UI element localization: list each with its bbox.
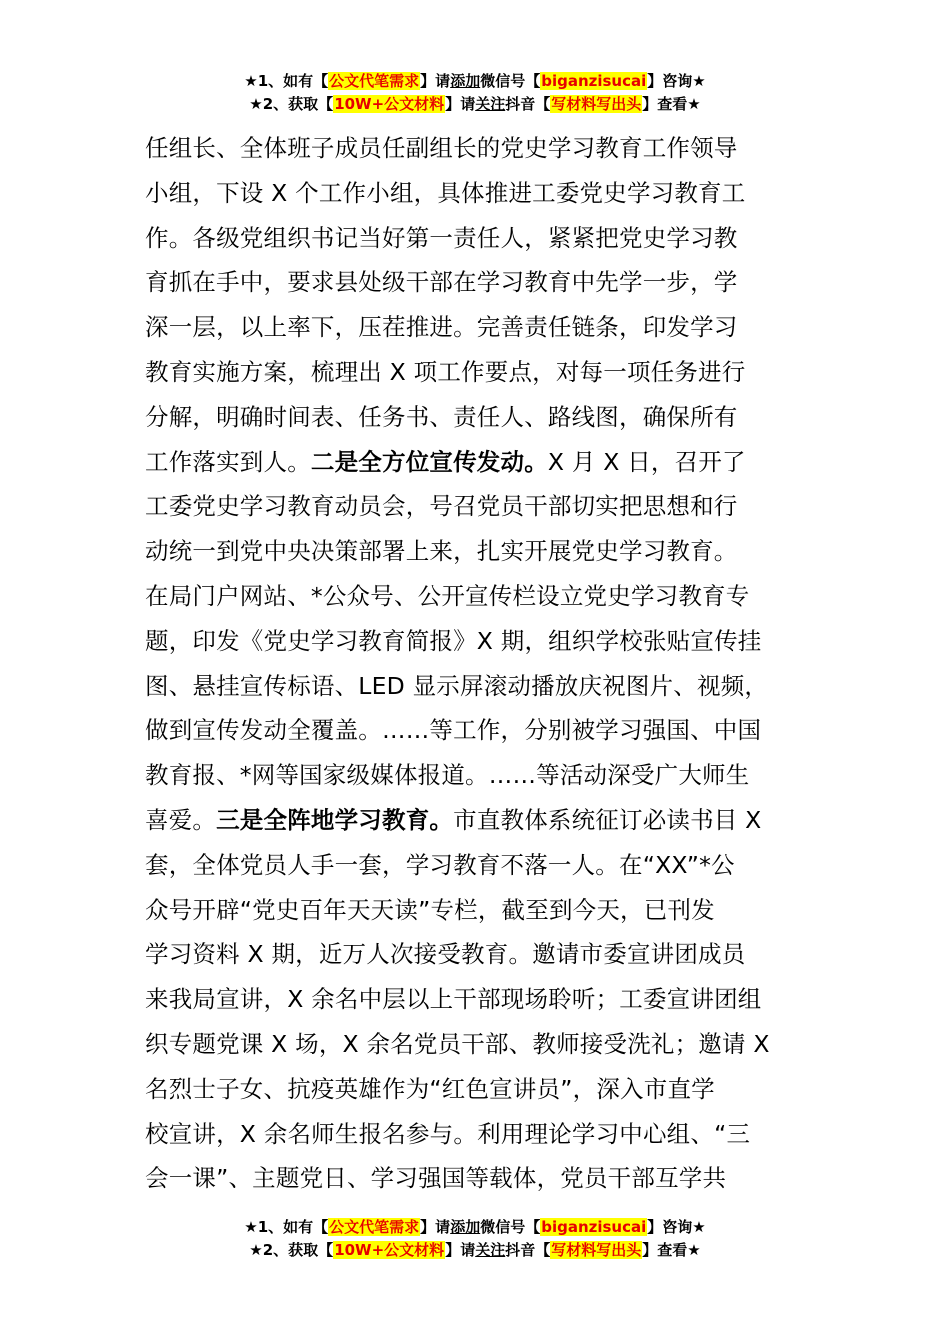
body-line (145, 484, 835, 529)
banner-highlight: 10W+公文材料 (334, 95, 445, 113)
body-text: 套，全体党员人手一套，学习教育不落一人。在“XX”*公 (145, 850, 735, 879)
banner-line-1 (0, 1216, 950, 1239)
banner-text: 】查看★ (642, 95, 701, 113)
body-line (145, 126, 835, 171)
body-text: 学习资料 X 期，近万人次接受教育。邀请市委宣讲团成员 (145, 940, 746, 969)
body-line (145, 171, 835, 216)
banner-text: 】请 (445, 1241, 476, 1259)
header-banner (0, 70, 950, 116)
body-text: 织专题党课 X 场，X 余名党员干部、教师接受洗礼；邀请 X (145, 1029, 770, 1058)
banner-highlight: 公文代笔需求 (329, 1218, 420, 1236)
banner-text: 】咨询★ (647, 72, 706, 90)
banner-text: ★1、如有【 (244, 1218, 329, 1236)
body-text: 任组长、全体班子成员任副组长的党史学习教育工作领导 (145, 134, 738, 162)
banner-underlined-text: 关注 (475, 95, 506, 113)
banner-text: 】请 (420, 1218, 451, 1236)
body-line (145, 574, 835, 619)
banner-highlight: biganzisucai (541, 72, 647, 90)
body-text: 分解，明确时间表、任务书、责任人、路线图，确保所有 (145, 402, 738, 431)
body-text: 小组，下设 X 个工作小组，具体推进工委党史学习教育工 (145, 178, 746, 207)
body-line (145, 753, 835, 798)
body-text: 会一课”、主题党日、学习强国等载体，党员干部互学共 (145, 1164, 727, 1193)
body-line (145, 529, 835, 574)
banner-underlined-text: 添加 (450, 1218, 481, 1236)
banner-text: 微信号【 (480, 1218, 541, 1236)
body-text: 名烈士子女、抗疫英雄作为“红色宣讲员”，深入市直学 (145, 1074, 715, 1103)
body-text: 校宣讲，X 余名师生报名参与。利用理论学习中心组、“三 (145, 1119, 751, 1148)
body-text: 动统一到党中央决策部署上来，扎实开展党史学习教育。 (145, 537, 738, 566)
body-text: 题，印发《党史学习教育简报》X 期，组织学校张贴宣传挂 (145, 626, 762, 655)
banner-text: 抖音【 (505, 1241, 551, 1259)
banner-text: 】请 (420, 72, 451, 90)
banner-text: ★2、获取【 (249, 1241, 334, 1259)
body-line (145, 798, 835, 843)
body-line (145, 395, 835, 440)
banner-text: 微信号【 (480, 72, 541, 90)
body-text: 深一层，以上率下，压茬推进。完善责任链条，印发学习 (145, 313, 738, 342)
banner-text: 抖音【 (505, 95, 551, 113)
body-text: 工委党史学习教育动员会，号召党员干部切实把思想和行 (145, 492, 738, 521)
body-text: 图、悬挂宣传标语、LED 显示屏滚动播放庆祝图片、视频， (145, 671, 769, 700)
banner-highlight: biganzisucai (541, 1218, 647, 1236)
body-line (145, 350, 835, 395)
body-line (145, 1112, 835, 1157)
body-text: 育抓在手中，要求县处级干部在学习教育中先学一步，学 (145, 268, 738, 297)
body-text: 工作落实到人。 (145, 447, 311, 476)
banner-text: 】咨询★ (647, 1218, 706, 1236)
banner-text: 】查看★ (642, 1241, 701, 1259)
body-line (145, 843, 835, 888)
banner-line-1 (0, 70, 950, 93)
banner-highlight: 10W+公文材料 (334, 1241, 445, 1259)
body-line (145, 440, 835, 485)
body-line (145, 260, 835, 305)
body-text: 喜爱。 (145, 805, 217, 834)
body-line (145, 619, 835, 664)
banner-text: 】请 (445, 95, 476, 113)
body-line (145, 888, 835, 933)
body-text: 教育报、*网等国家级媒体报道。……等活动深受广大师生 (145, 761, 750, 790)
banner-highlight: 写材料写出头 (551, 95, 642, 113)
banner-highlight: 公文代笔需求 (329, 72, 420, 90)
banner-text: ★2、获取【 (249, 95, 334, 113)
body-line (145, 1022, 835, 1067)
banner-highlight: 写材料写出头 (551, 1241, 642, 1259)
body-line (145, 1067, 835, 1112)
body-line (145, 664, 835, 709)
banner-line-2 (0, 1239, 950, 1262)
body-text: 做到宣传发动全覆盖。……等工作，分别被学习强国、中国 (145, 716, 762, 745)
body-line (145, 932, 835, 977)
document-body (145, 126, 835, 1201)
body-text: 市直教体系统征订必读书目 X (453, 805, 762, 834)
section-heading: 二是全方位宣传发动。 (310, 447, 548, 476)
body-text: 在局门户网站、*公众号、公开宣传栏设立党史学习教育专 (145, 581, 750, 610)
body-text: X 月 X 日，召开了 (547, 447, 746, 476)
body-text: 众号开辟“党史百年天天读”专栏，截至到今天，已刊发 (145, 895, 715, 924)
section-heading: 三是全阵地学习教育。 (216, 805, 454, 834)
banner-underlined-text: 添加 (450, 72, 481, 90)
banner-line-2 (0, 93, 950, 116)
body-line (145, 305, 835, 350)
body-text: 教育实施方案，梳理出 X 项工作要点，对每一项任务进行 (145, 357, 746, 386)
body-line (145, 708, 835, 753)
body-line (145, 1156, 835, 1201)
banner-underlined-text: 关注 (475, 1241, 506, 1259)
body-text: 作。各级党组织书记当好第一责任人，紧紧把党史学习教 (145, 223, 738, 252)
body-text: 来我局宣讲，X 余名中层以上干部现场聆听；工委宣讲团组 (145, 985, 762, 1014)
body-line (145, 977, 835, 1022)
banner-text: ★1、如有【 (244, 72, 329, 90)
body-line (145, 216, 835, 261)
footer-banner (0, 1216, 950, 1262)
